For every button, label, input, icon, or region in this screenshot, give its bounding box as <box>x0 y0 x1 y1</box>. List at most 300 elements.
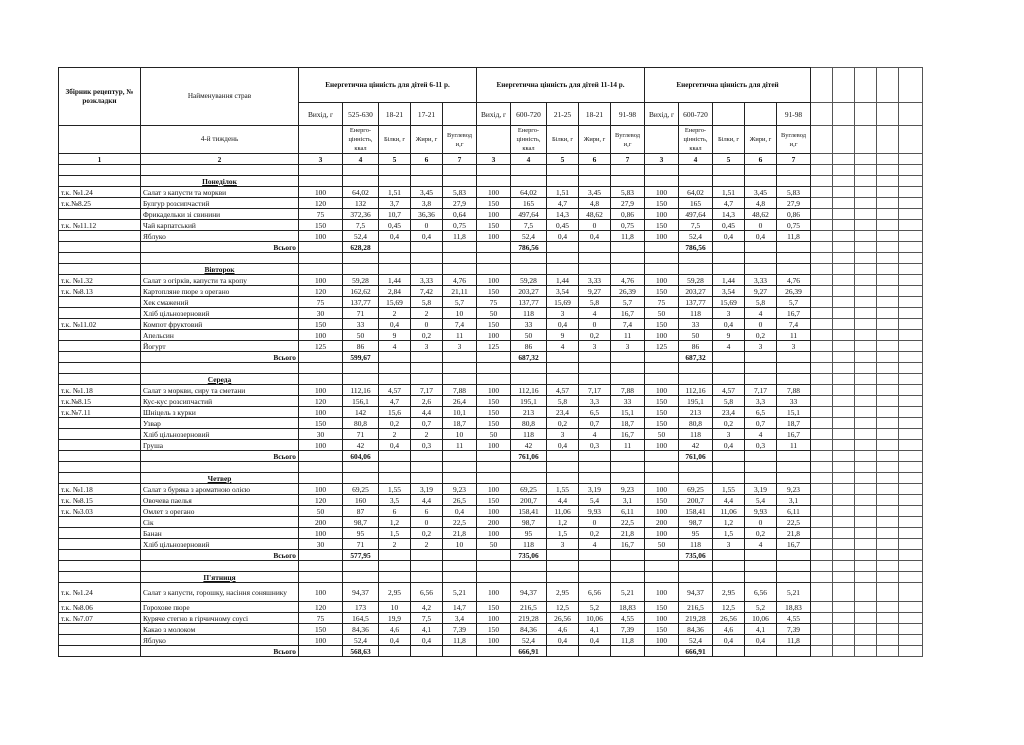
empty-cell <box>877 407 899 418</box>
nutrition-value: 80,8 <box>511 418 547 429</box>
nutrition-value: 10 <box>379 602 411 613</box>
nutrition-value: 52,4 <box>511 635 547 646</box>
yield-value: 50 <box>477 539 511 550</box>
nutrition-value: 64,02 <box>343 187 379 198</box>
nutrition-value: 52,4 <box>679 231 713 242</box>
empty-cell <box>343 165 379 176</box>
empty-cell <box>877 572 899 583</box>
empty-cell <box>899 154 923 165</box>
nutrition-value: 3,19 <box>411 484 443 495</box>
nutrition-value: 2 <box>379 429 411 440</box>
nutrition-value: 4,4 <box>411 407 443 418</box>
total-label: Всього <box>141 451 299 462</box>
nutrition-value: 10 <box>443 539 477 550</box>
empty-cell <box>877 561 899 572</box>
header-group-11-14: Енергетична цінність для дітей 11-14 р. <box>477 68 645 103</box>
dish-name: Узвар <box>141 418 299 429</box>
nutrition-value: 132 <box>343 198 379 209</box>
empty-cell <box>443 646 477 657</box>
header-row-numbers <box>59 154 923 165</box>
nutrition-value: 162,62 <box>343 286 379 297</box>
empty-cell <box>811 407 833 418</box>
nutrition-value: 26,4 <box>443 396 477 407</box>
yield-value: 100 <box>299 528 343 539</box>
empty-cell <box>579 473 611 484</box>
day-name: Четвер <box>141 473 299 484</box>
empty-cell <box>379 561 411 572</box>
dish-name: Салат з моркви, сиру та сметани <box>141 385 299 396</box>
empty-cell <box>833 220 855 231</box>
yield-value: 100 <box>477 613 511 624</box>
empty-cell <box>777 242 811 253</box>
column-number: 6 <box>411 154 443 165</box>
empty-cell <box>855 176 877 187</box>
yield-value: 100 <box>645 528 679 539</box>
recipe-code: т.к. №1.18 <box>59 484 141 495</box>
empty-cell <box>343 462 379 473</box>
yield-value: 120 <box>299 602 343 613</box>
yield-value: 100 <box>477 275 511 286</box>
nutrition-value: 118 <box>679 429 713 440</box>
empty-cell <box>411 352 443 363</box>
empty-cell <box>299 242 343 253</box>
empty-cell <box>299 473 343 484</box>
nutrition-value: 497,64 <box>679 209 713 220</box>
nutrition-value: 7,4 <box>777 319 811 330</box>
yield-value: 100 <box>299 187 343 198</box>
empty-cell <box>611 646 645 657</box>
norm-cell: 600-720 <box>511 103 547 126</box>
empty-cell <box>477 176 511 187</box>
empty-cell <box>579 363 611 374</box>
empty-cell <box>443 176 477 187</box>
empty-cell <box>713 462 745 473</box>
empty-cell <box>645 572 679 583</box>
nutrition-value: 3,45 <box>579 187 611 198</box>
yield-value: 150 <box>645 418 679 429</box>
empty-cell <box>443 363 477 374</box>
empty-cell <box>811 352 833 363</box>
nutrition-value: 112,16 <box>511 385 547 396</box>
empty-cell <box>411 363 443 374</box>
dish-name: Компот фруктовий <box>141 319 299 330</box>
empty-cell <box>611 550 645 561</box>
empty-cell <box>833 231 855 242</box>
nutrition-value: 1,44 <box>713 275 745 286</box>
nutrition-value: 5,21 <box>611 583 645 602</box>
nutrition-value: 33 <box>511 319 547 330</box>
empty-cell <box>343 374 379 385</box>
nutrition-value: 195,1 <box>511 396 547 407</box>
empty-cell <box>379 176 411 187</box>
empty-cell <box>299 374 343 385</box>
nutrition-value: 95 <box>343 528 379 539</box>
nutrition-value: 6 <box>411 506 443 517</box>
recipe-code: т.к. №8.06 <box>59 602 141 613</box>
yield-value: 100 <box>645 583 679 602</box>
empty-cell <box>477 363 511 374</box>
table-row <box>59 613 923 624</box>
empty-cell <box>899 330 923 341</box>
empty-cell <box>443 242 477 253</box>
empty-cell <box>579 352 611 363</box>
yield-value: 100 <box>477 635 511 646</box>
nutrition-value: 3,19 <box>579 484 611 495</box>
yield-value: 150 <box>299 319 343 330</box>
nutrition-value: 0,7 <box>579 418 611 429</box>
total-value: 666,91 <box>511 646 547 657</box>
header-protein: Білки, г <box>547 126 579 154</box>
nutrition-value: 4 <box>579 429 611 440</box>
nutrition-value: 156,1 <box>343 396 379 407</box>
table-row <box>59 319 923 330</box>
empty-cell <box>877 583 899 602</box>
nutrition-value: 1,2 <box>379 517 411 528</box>
nutrition-value: 118 <box>679 539 713 550</box>
nutrition-value: 9,23 <box>611 484 645 495</box>
nutrition-value: 0,2 <box>547 418 579 429</box>
norm-cell: 91-98 <box>777 103 811 126</box>
recipe-code <box>59 418 141 429</box>
empty-cell <box>833 103 855 126</box>
empty-cell <box>547 451 579 462</box>
empty-cell <box>899 363 923 374</box>
empty-cell <box>811 154 833 165</box>
nutrition-value: 9,27 <box>579 286 611 297</box>
nutrition-value: 1,44 <box>379 275 411 286</box>
empty-cell <box>811 126 833 154</box>
table-row <box>59 308 923 319</box>
nutrition-value: 80,8 <box>679 418 713 429</box>
recipe-code <box>59 231 141 242</box>
yield-value: 150 <box>477 602 511 613</box>
header-dish-name: Найменування страв <box>141 68 299 126</box>
empty-cell <box>833 198 855 209</box>
yield-value: 50 <box>477 308 511 319</box>
nutrition-value: 21,8 <box>611 528 645 539</box>
empty-cell <box>811 635 833 646</box>
nutrition-value: 6,56 <box>579 583 611 602</box>
empty-cell <box>777 561 811 572</box>
empty-cell <box>299 550 343 561</box>
empty-cell <box>833 473 855 484</box>
yield-value: 120 <box>299 198 343 209</box>
empty-cell <box>477 242 511 253</box>
nutrition-value: 10,7 <box>379 209 411 220</box>
nutrition-value: 33 <box>679 319 713 330</box>
empty-cell <box>713 363 745 374</box>
nutrition-value: 3,54 <box>547 286 579 297</box>
header-group-3: Енергетична цінність для дітей <box>645 68 811 103</box>
total-value: 666,91 <box>679 646 713 657</box>
empty-cell <box>59 572 141 583</box>
yield-value: 100 <box>645 330 679 341</box>
empty-cell <box>645 352 679 363</box>
empty-cell <box>713 374 745 385</box>
table-row <box>59 231 923 242</box>
nutrition-value: 3 <box>713 308 745 319</box>
nutrition-value: 11 <box>777 440 811 451</box>
yield-value: 100 <box>645 613 679 624</box>
yield-value: 100 <box>645 275 679 286</box>
nutrition-value: 4,55 <box>611 613 645 624</box>
nutrition-value: 7,88 <box>611 385 645 396</box>
yield-value: 75 <box>645 297 679 308</box>
empty-cell <box>811 198 833 209</box>
table-row <box>59 528 923 539</box>
nutrition-value: 3 <box>579 341 611 352</box>
empty-cell <box>855 506 877 517</box>
nutrition-value: 3 <box>411 341 443 352</box>
empty-cell <box>811 462 833 473</box>
empty-cell <box>899 103 923 126</box>
nutrition-value: 195,1 <box>679 396 713 407</box>
empty-cell <box>877 418 899 429</box>
nutrition-value: 3 <box>443 341 477 352</box>
empty-cell <box>59 646 141 657</box>
recipe-code <box>59 297 141 308</box>
empty-cell <box>547 242 579 253</box>
empty-cell <box>477 451 511 462</box>
empty-cell <box>855 635 877 646</box>
nutrition-value: 9,23 <box>443 484 477 495</box>
yield-value: 100 <box>477 187 511 198</box>
empty-cell <box>855 363 877 374</box>
header-week: 4-й тиждень <box>141 126 299 154</box>
empty-cell <box>611 451 645 462</box>
empty-cell <box>877 429 899 440</box>
table-row <box>59 297 923 308</box>
empty-cell <box>777 374 811 385</box>
empty-cell <box>833 635 855 646</box>
nutrition-value: 3 <box>745 341 777 352</box>
nutrition-value: 137,77 <box>679 297 713 308</box>
empty-cell <box>833 154 855 165</box>
recipe-code <box>59 308 141 319</box>
nutrition-value: 497,64 <box>511 209 547 220</box>
yield-value: 100 <box>477 506 511 517</box>
empty-cell <box>679 572 713 583</box>
table-row <box>59 624 923 635</box>
nutrition-value: 1,5 <box>547 528 579 539</box>
empty-cell <box>833 407 855 418</box>
nutrition-value: 0,45 <box>547 220 579 231</box>
empty-cell <box>877 286 899 297</box>
empty-cell <box>379 572 411 583</box>
header-carb: Вуглевод и,г <box>443 126 477 154</box>
empty-cell <box>855 550 877 561</box>
yield-value: 200 <box>645 517 679 528</box>
nutrition-value: 7,4 <box>611 319 645 330</box>
yield-value: 150 <box>645 198 679 209</box>
nutrition-value: 142 <box>343 407 379 418</box>
empty-cell <box>713 646 745 657</box>
day-name: Понеділок <box>141 176 299 187</box>
empty-cell <box>379 473 411 484</box>
header-yield: Вихід, г <box>645 103 679 126</box>
empty-cell <box>855 103 877 126</box>
nutrition-value: 4,7 <box>547 198 579 209</box>
empty-cell <box>899 352 923 363</box>
empty-cell <box>343 176 379 187</box>
empty-cell <box>611 253 645 264</box>
nutrition-value: 59,28 <box>679 275 713 286</box>
nutrition-value: 0 <box>579 319 611 330</box>
empty-cell <box>59 242 141 253</box>
empty-cell <box>679 165 713 176</box>
nutrition-value: 4 <box>547 341 579 352</box>
nutrition-value: 87 <box>343 506 379 517</box>
empty-cell <box>855 528 877 539</box>
yield-value: 100 <box>477 385 511 396</box>
nutrition-value: 2,84 <box>379 286 411 297</box>
empty-cell <box>745 264 777 275</box>
yield-value: 75 <box>299 613 343 624</box>
empty-cell <box>877 613 899 624</box>
empty-cell <box>899 319 923 330</box>
empty-cell <box>833 253 855 264</box>
empty-cell <box>833 264 855 275</box>
empty-cell <box>379 462 411 473</box>
yield-value: 150 <box>645 602 679 613</box>
empty-cell <box>477 462 511 473</box>
day-header-row <box>59 374 923 385</box>
empty-cell <box>833 187 855 198</box>
column-number: 1 <box>59 154 141 165</box>
yield-value: 100 <box>299 385 343 396</box>
yield-value: 100 <box>299 440 343 451</box>
empty-cell <box>877 363 899 374</box>
empty-cell <box>833 550 855 561</box>
nutrition-value: 94,37 <box>343 583 379 602</box>
empty-cell <box>579 646 611 657</box>
empty-cell <box>833 462 855 473</box>
nutrition-value: 3,33 <box>745 275 777 286</box>
nutrition-value: 165 <box>511 198 547 209</box>
nutrition-value: 94,37 <box>511 583 547 602</box>
empty-cell <box>811 451 833 462</box>
nutrition-value: 3,33 <box>579 275 611 286</box>
empty-cell <box>411 646 443 657</box>
column-number: 3 <box>477 154 511 165</box>
empty-cell <box>833 176 855 187</box>
nutrition-value: 3 <box>713 429 745 440</box>
nutrition-value: 15,6 <box>379 407 411 418</box>
empty-cell <box>877 473 899 484</box>
nutrition-value: 15,69 <box>379 297 411 308</box>
nutrition-value: 137,77 <box>343 297 379 308</box>
yield-value: 150 <box>645 495 679 506</box>
header-protein: Білки, г <box>379 126 411 154</box>
empty-cell <box>59 550 141 561</box>
empty-cell <box>877 506 899 517</box>
nutrition-value: 4,57 <box>547 385 579 396</box>
empty-cell <box>745 572 777 583</box>
header-carb: Вуглевод и,г <box>777 126 811 154</box>
yield-value: 150 <box>299 418 343 429</box>
nutrition-value: 50 <box>679 330 713 341</box>
empty-cell <box>745 451 777 462</box>
empty-cell <box>811 176 833 187</box>
empty-cell <box>811 484 833 495</box>
empty-cell <box>411 374 443 385</box>
nutrition-value: 6,5 <box>745 407 777 418</box>
column-number: 6 <box>579 154 611 165</box>
nutrition-value: 11,8 <box>777 635 811 646</box>
empty-cell <box>59 374 141 385</box>
menu-table <box>58 67 923 657</box>
empty-cell <box>811 429 833 440</box>
empty-cell <box>579 176 611 187</box>
empty-cell <box>899 451 923 462</box>
empty-cell <box>877 308 899 319</box>
nutrition-value: 112,16 <box>343 385 379 396</box>
yield-value: 100 <box>645 385 679 396</box>
empty-cell <box>645 561 679 572</box>
empty-cell <box>811 264 833 275</box>
empty-cell <box>59 451 141 462</box>
yield-value: 100 <box>299 231 343 242</box>
nutrition-value: 3,45 <box>411 187 443 198</box>
nutrition-value: 0,2 <box>713 418 745 429</box>
nutrition-value: 0,4 <box>547 635 579 646</box>
empty-cell <box>855 624 877 635</box>
nutrition-value: 94,37 <box>679 583 713 602</box>
empty-cell <box>379 451 411 462</box>
empty-cell <box>899 407 923 418</box>
empty-cell <box>511 374 547 385</box>
empty-cell <box>547 572 579 583</box>
nutrition-value: 48,62 <box>579 209 611 220</box>
nutrition-value: 0,75 <box>777 220 811 231</box>
nutrition-value: 0,2 <box>579 528 611 539</box>
empty-cell <box>645 165 679 176</box>
yield-value: 100 <box>645 635 679 646</box>
table-row <box>59 341 923 352</box>
nutrition-value: 26,56 <box>547 613 579 624</box>
nutrition-value: 2,95 <box>713 583 745 602</box>
table-row <box>59 407 923 418</box>
empty-cell <box>855 198 877 209</box>
empty-cell <box>777 176 811 187</box>
empty-cell <box>379 264 411 275</box>
recipe-code: т.к. №8.15 <box>59 495 141 506</box>
recipe-code: т.к. №1.32 <box>59 275 141 286</box>
nutrition-value: 0,7 <box>411 418 443 429</box>
empty-cell <box>855 613 877 624</box>
yield-value: 120 <box>299 286 343 297</box>
nutrition-value: 0,4 <box>443 506 477 517</box>
empty-cell <box>547 374 579 385</box>
empty-cell <box>299 451 343 462</box>
empty-cell <box>777 550 811 561</box>
nutrition-value: 9 <box>713 330 745 341</box>
empty-cell <box>811 550 833 561</box>
nutrition-value: 86 <box>343 341 379 352</box>
recipe-code <box>59 209 141 220</box>
empty-cell <box>443 561 477 572</box>
empty-cell <box>811 220 833 231</box>
empty-cell <box>713 264 745 275</box>
column-number: 4 <box>343 154 379 165</box>
nutrition-value: 0,4 <box>411 635 443 646</box>
empty-cell <box>579 572 611 583</box>
yield-value: 100 <box>299 484 343 495</box>
dish-name: Сік <box>141 517 299 528</box>
norm-cell <box>713 103 745 126</box>
nutrition-value: 6,5 <box>579 407 611 418</box>
empty-cell <box>899 308 923 319</box>
